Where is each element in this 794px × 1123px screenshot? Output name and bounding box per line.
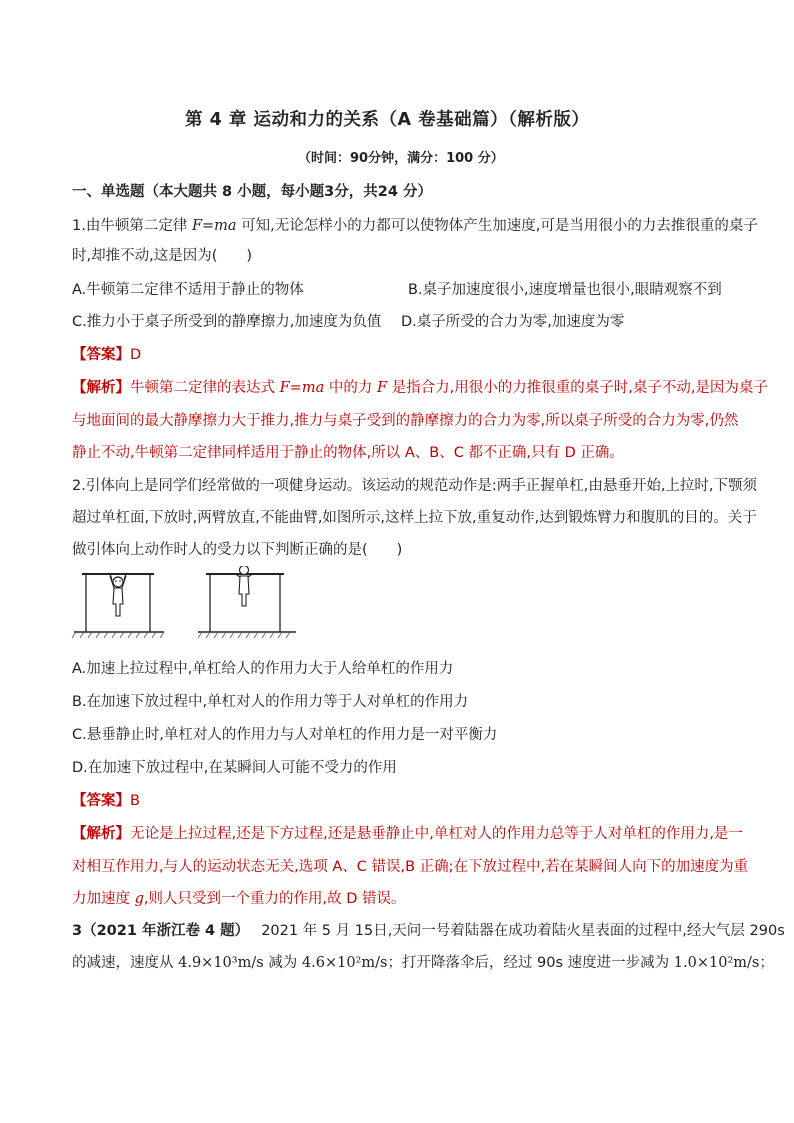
q1-analysis-formula: F=ma <box>279 380 325 396</box>
q3-text-b: 减为 <box>263 955 302 971</box>
q3-text-d: ； <box>759 955 774 971</box>
q2-stem-line2: 超过单杠面,下放时,两臂放直,不能曲臂,如图所示,这样上拉下放,重复动作,达到锻炼臂力和腹肌的目的。关于 <box>72 510 757 526</box>
q1-answer-label: 【答案】 <box>72 347 130 363</box>
q2-analysis-text-a: 力加速度 <box>72 891 135 907</box>
q1-answer <box>72 343 141 364</box>
q2-option-c: C.悬垂静止时,单杠对人的作用力与人对单杠的作用力是一对平衡力 <box>72 727 498 743</box>
q3-stem-text: 2021 年 5 月 15日,天问一号着陆器在成功着陆火星表面的过程中,经大气层 290s <box>261 923 785 939</box>
q3-value-2: 4.6×10²m/s <box>301 955 388 971</box>
page-title: 第 4 章 运动和力的关系（A 卷基础篇）（解析版） <box>185 110 590 130</box>
q1-option-c: C.推力小于桌子所受到的静摩擦力,加速度为负值 <box>72 314 382 330</box>
q2-stem-line3: 做引体向上动作时人的受力以下判断正确的是( ) <box>72 542 403 558</box>
pull-up-hanging-figure <box>72 574 164 638</box>
q1-analysis-text: 牛顿第二定律的表达式 <box>130 380 280 396</box>
q1-stem-line2: 时,却推不动,这是因为( ) <box>72 248 253 264</box>
q1-analysis-text-b: 中的力 <box>324 380 377 396</box>
q2-analysis-line2: 对相互作用力,与人的运动状态无关,选项 A、C 错误,B 正确;在下放过程中,若在某瞬间人向下的加速度为重 <box>72 859 749 875</box>
q1-analysis-line2: 与地面间的最大静摩擦力大于推力,推力与桌子受到的静摩擦力的合力为零,所以桌子所受的合力为零,仍然 <box>72 413 739 429</box>
q2-option-a: A.加速上拉过程中,单杠给人的作用力大于人给单杠的作用力 <box>72 661 454 677</box>
q2-option-b: B.在加速下放过程中,单杠对人的作用力等于人对单杠的作用力 <box>72 694 469 710</box>
q1-option-d: D.桌子所受的合力为零,加速度为零 <box>401 314 625 330</box>
q1-stem-text: 1.由牛顿第二定律 <box>72 218 192 234</box>
q2-analysis-text: 无论是上拉过程,还是下方过程,还是悬垂静止中,单杠对人的作用力总等于人对单杠的作用力,是一 <box>130 826 743 842</box>
q3-stem-line2 <box>72 951 774 972</box>
q2-analysis-var: g <box>134 891 144 907</box>
q1-analysis-line3: 静止不动,牛顿第二定律同样适用于静止的物体,所以 A、B、C 都不正确,只有 D 正确。 <box>72 445 624 461</box>
q2-analysis-label: 【解析】 <box>72 826 130 842</box>
q1-analysis-var: F <box>376 380 387 396</box>
exam-time-score: （时间：90分钟，满分：100 分） <box>298 151 504 166</box>
q1-stem-text-cont: 可知,无论怎样小的力都可以使物体产生加速度,可是当用很小的力去推很重的桌子 <box>236 218 758 234</box>
q2-analysis-line1 <box>72 822 743 843</box>
q1-answer-value: D <box>130 347 142 363</box>
pull-up-figure <box>70 566 310 642</box>
q3-label: 3（2021 年浙江卷 4 题） <box>72 923 250 939</box>
q1-stem-line1 <box>72 214 758 235</box>
q1-analysis-label: 【解析】 <box>72 380 130 396</box>
q3-value-3: 1.0×10²m/s <box>673 955 760 971</box>
q2-answer-value: B <box>130 793 140 809</box>
q1-formula: F=ma <box>191 218 237 234</box>
q2-answer-label: 【答案】 <box>72 793 130 809</box>
q1-analysis-text-c: 是指合力,用很小的力推很重的桌子时,桌子不动,是因为桌子 <box>387 380 768 396</box>
q3-value-1: 4.9×10³m/s <box>178 955 264 971</box>
q2-analysis-line3 <box>72 887 406 908</box>
q1-option-b: B.桌子加速度很小,速度增量也很小,眼睛观察不到 <box>408 282 722 298</box>
q3-text-c: ；打开降落伞后，经过 90s 速度进一步减为 <box>387 955 674 971</box>
q2-answer <box>72 789 140 810</box>
q3-text-a: 的减速，速度从 <box>72 955 179 971</box>
section-heading: 一、单选题（本大题共 8 小题，每小题3分，共24 分） <box>72 184 432 200</box>
q1-option-a: A.牛顿第二定律不适用于静止的物体 <box>72 282 304 298</box>
q3-stem-line1 <box>72 919 785 940</box>
q1-analysis-line1 <box>72 376 768 397</box>
q2-option-d: D.在加速下放过程中,在某瞬间人可能不受力的作用 <box>72 760 397 776</box>
q2-stem-line1: 2.引体向上是同学们经常做的一项健身运动。该运动的规范动作是:两手正握单杠,由悬垂开始,上拉时,下颚须 <box>72 478 758 494</box>
q2-analysis-text-b: ,则人只受到一个重力的作用,故 D 错误。 <box>143 891 406 907</box>
pull-up-raised-figure <box>198 566 296 638</box>
